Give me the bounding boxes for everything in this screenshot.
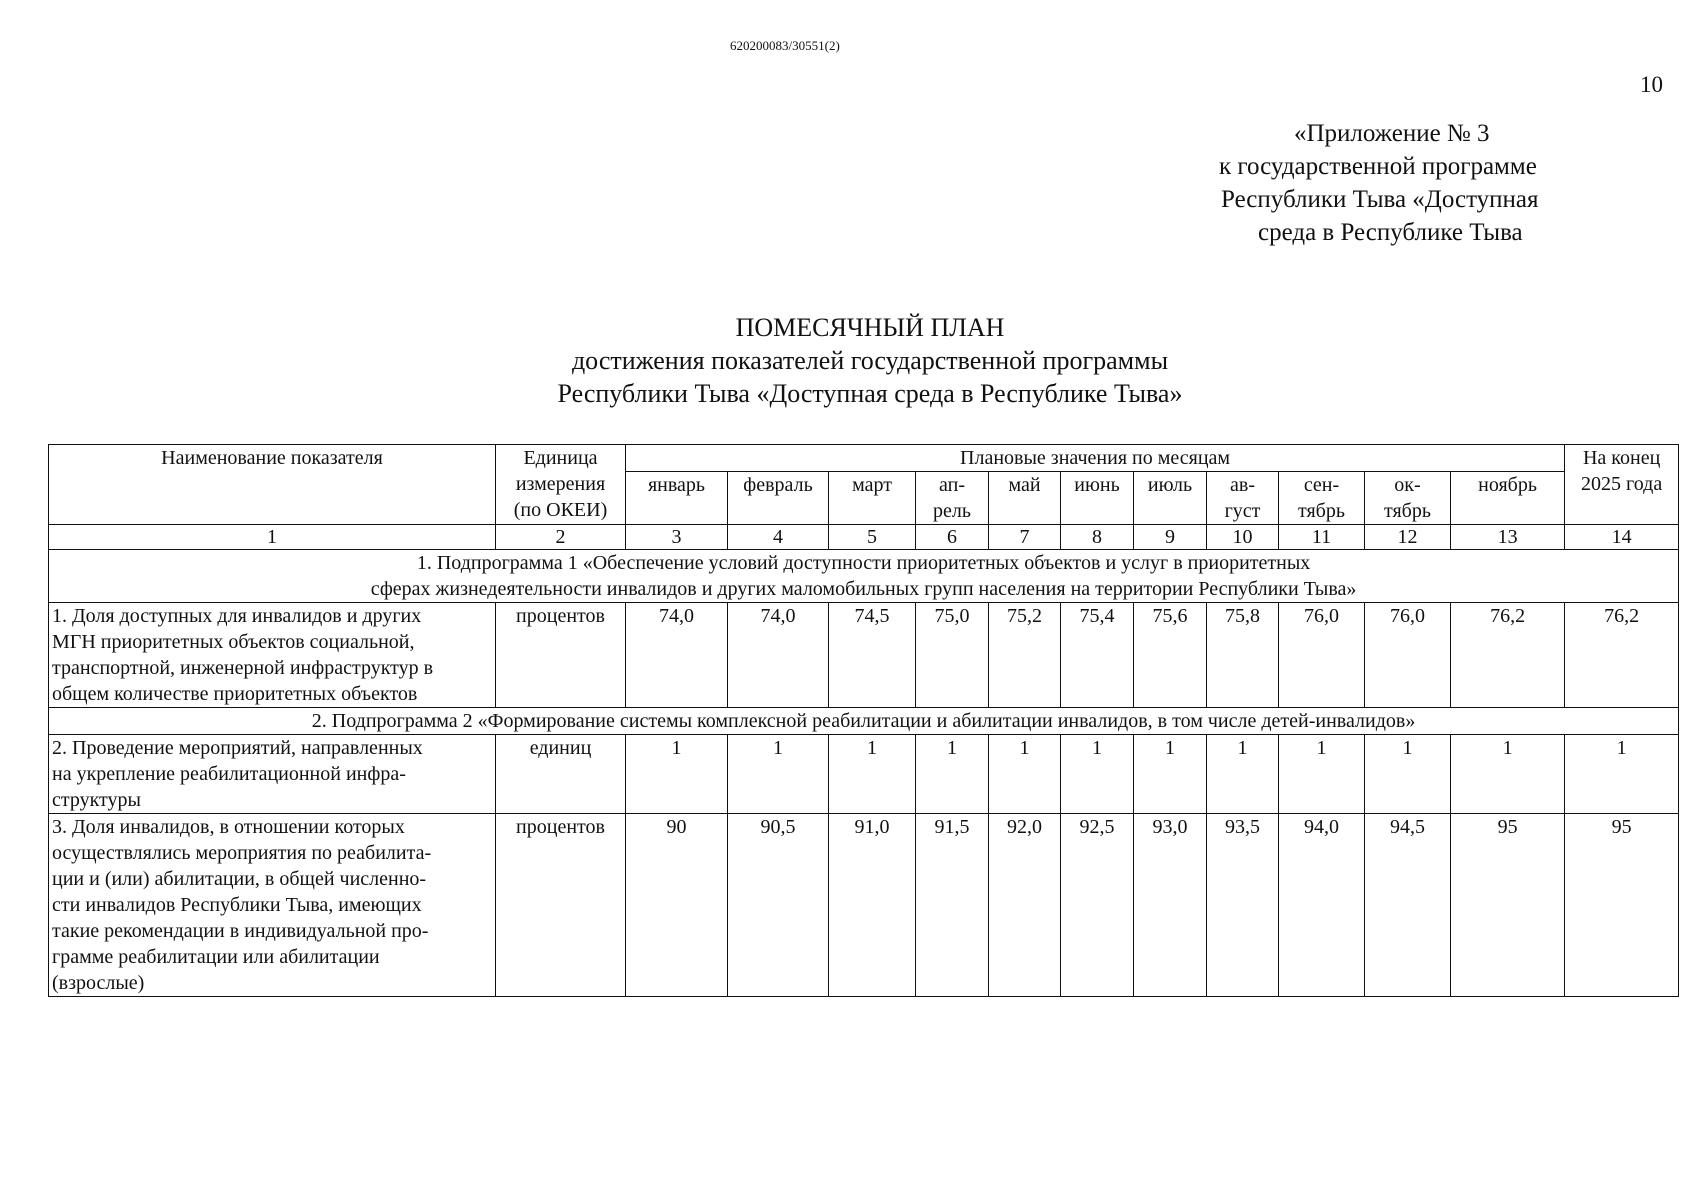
title-line: ПОМЕСЯЧНЫЙ ПЛАН [735,313,1005,342]
value-cell: 94,0 [1279,814,1365,997]
column-index: 11 [1279,525,1365,550]
value-cell: 1 [1207,735,1279,814]
header-text: 2025 года [1581,473,1663,495]
header-month [728,472,829,525]
column-index-row [49,525,1679,550]
month-label: тябрь [1384,500,1431,522]
column-index: 8 [1061,525,1134,550]
column-index: 5 [829,525,916,550]
header-year-end [1565,445,1679,525]
month-label: июль [1147,474,1193,496]
header-month [1451,472,1565,525]
appendix-line: Республики Тыва «Доступная [1221,186,1539,213]
month-label: май [1008,474,1041,496]
document-title [0,311,1697,410]
value-cell: 91,5 [916,814,989,997]
indicator-unit: процентов [496,814,626,997]
section-heading-line: сферах жизнедеятельности инвалидов и других маломобильных групп населения на территории Республики Тыва» [370,578,1357,600]
appendix-line: среда в Республике Тыва [1258,219,1523,246]
appendix-line: «Приложение № 3 [1294,120,1490,147]
indicator-name-line: такие рекомендации в индивидуальной про- [52,920,429,942]
indicator-name-line: 2. Проведение мероприятий, направленных [52,737,423,759]
value-cell: 1 [1565,735,1679,814]
month-label: рель [933,500,971,522]
value-cell: 76,2 [1451,603,1565,708]
header-month [1134,472,1207,525]
month-label: ав- [1230,474,1255,496]
indicator-name-line: МГН приоритетных объектов социальной, [52,631,415,653]
header-text: На конец [1582,447,1661,469]
value-cell: 1 [1061,735,1134,814]
document-id: 620200083/30551(2) [730,38,840,53]
monthly-plan-table [48,444,1679,997]
header-month [1365,472,1451,525]
column-index: 7 [989,525,1061,550]
value-cell: 93,0 [1134,814,1207,997]
value-cell: 1 [989,735,1061,814]
value-cell: 1 [1365,735,1451,814]
indicator-name-line: 3. Доля инвалидов, в отношении которых [52,816,405,838]
value-cell: 75,4 [1061,603,1134,708]
title-line: достижения показателей государственной программы [571,346,1169,375]
indicator-name-line: на укрепление реабилитационной инфра- [52,763,406,785]
month-label: тябрь [1298,500,1345,522]
column-index: 3 [626,525,728,550]
appendix-heading [1202,117,1652,249]
value-cell: 1 [1451,735,1565,814]
header-month [1061,472,1134,525]
column-index: 12 [1365,525,1451,550]
column-index: 14 [1565,525,1679,550]
value-cell: 75,2 [989,603,1061,708]
value-cell: 95 [1451,814,1565,997]
section-row-subprogram-1 [49,550,1679,603]
indicator-name [49,735,496,814]
indicator-name-line: осуществлялись мероприятия по реабилита- [52,842,432,864]
column-index: 10 [1207,525,1279,550]
indicator-name-line: ции и (или) абилитации, в общей численно- [52,868,427,890]
indicator-name-line: структуры [52,789,141,811]
value-cell: 75,8 [1207,603,1279,708]
value-cell: 75,6 [1134,603,1207,708]
column-index: 9 [1134,525,1207,550]
value-cell: 76,0 [1365,603,1451,708]
value-cell: 1 [1134,735,1207,814]
header-month [916,472,989,525]
value-cell: 94,5 [1365,814,1451,997]
indicator-name-line: транспортной, инженерной инфраструктур в [52,657,434,679]
month-label: февраль [743,474,813,496]
value-cell: 76,2 [1565,603,1679,708]
indicator-name [49,603,496,708]
value-cell: 91,0 [829,814,916,997]
header-month [1279,472,1365,525]
header-month [626,472,728,525]
indicator-unit: процентов [496,603,626,708]
month-label: ап- [939,474,965,496]
header-text: Наименование показателя [161,447,383,469]
section-heading [49,550,1679,603]
header-month [1207,472,1279,525]
column-index: 6 [916,525,989,550]
header-text: (по ОКЕИ) [513,499,608,521]
value-cell: 1 [829,735,916,814]
value-cell: 1 [626,735,728,814]
value-cell: 90 [626,814,728,997]
header-planned-values: Плановые значения по месяцам [626,445,1565,472]
value-cell: 92,5 [1061,814,1134,997]
month-label: густ [1224,500,1261,522]
value-cell: 1 [1279,735,1365,814]
indicator-unit: единиц [496,735,626,814]
value-cell: 1 [728,735,829,814]
column-index: 2 [496,525,626,550]
value-cell: 92,0 [989,814,1061,997]
value-cell: 74,0 [626,603,728,708]
value-cell: 95 [1565,814,1679,997]
column-index: 1 [49,525,496,550]
header-text: Единица [523,447,598,469]
value-cell: 90,5 [728,814,829,997]
title-line: Республики Тыва «Доступная среда в Республике Тыва» [557,379,1183,408]
value-cell: 93,5 [1207,814,1279,997]
value-cell: 74,0 [728,603,829,708]
header-month [829,472,916,525]
month-label: март [852,474,892,496]
month-label: сен- [1303,474,1340,496]
value-cell: 76,0 [1279,603,1365,708]
value-cell: 75,0 [916,603,989,708]
section-row-subprogram-2 [49,708,1679,735]
month-label: январь [647,474,706,496]
header-unit [496,445,626,525]
table-header-row [49,445,1679,472]
indicator-name-line: общем количестве приоритетных объектов [52,683,418,705]
value-cell: 1 [916,735,989,814]
column-index: 4 [728,525,829,550]
header-month [989,472,1061,525]
indicator-name [49,814,496,997]
indicator-name-line: 1. Доля доступных для инвалидов и других [52,605,422,627]
appendix-line: к государственной программе [1219,153,1537,180]
month-label: ок- [1394,474,1421,496]
page-number: 10 [1640,72,1663,97]
column-index: 13 [1451,525,1565,550]
header-indicator-name [49,445,496,525]
section-heading-line: 1. Подпрограмма 1 «Обеспечение условий доступности приоритетных объектов и услуг в приоритетных [416,552,1311,574]
table-row [49,735,1679,814]
table-row [49,814,1679,997]
month-label: июнь [1074,474,1120,496]
section-heading: 2. Подпрограмма 2 «Формирование системы комплексной реабилитации и абилитации инвалидов, в том числе детей-инвалидов» [49,708,1679,735]
indicator-name-line: грамме реабилитации или абилитации [52,946,380,968]
table-row [49,603,1679,708]
value-cell: 74,5 [829,603,916,708]
indicator-name-line: сти инвалидов Республики Тыва, имеющих [52,894,422,916]
month-label: ноябрь [1478,474,1537,496]
header-text: измерения [515,473,606,495]
indicator-name-line: (взрослые) [52,972,145,994]
